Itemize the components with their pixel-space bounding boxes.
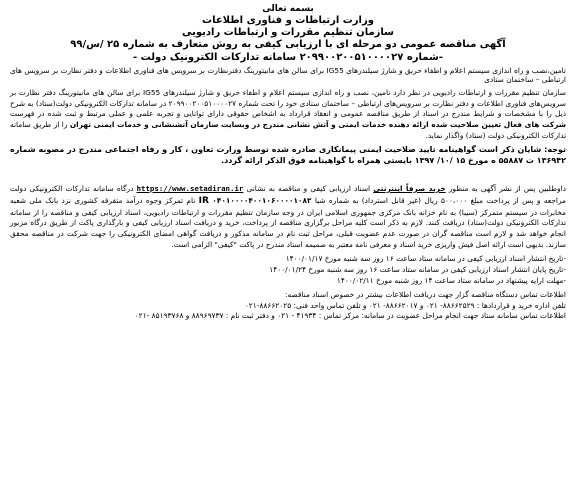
sheba-ir-code: IR	[198, 195, 209, 206]
organization-name: سازمان تنظیم مقررات و ارتباطات رادیویی	[181, 27, 394, 39]
body-paragraph-2	[10, 184, 566, 251]
setadiran-link[interactable]: https://www.setadiran.ir	[136, 183, 244, 193]
tender-subject: تامین،نصب و راه اندازی سیستم اعلام و اطفاء حریق و شارژ سیلندرهای IG55 برای سالن های مانیتورینگ دفترنظارت بر سرویس های فناوری اطلاعات و دفتر نظارت بر سرویس های ارتباطی – ساختمان ستادی	[10, 65, 566, 85]
attention-note: توجه: شایان ذکر است گواهینامه تایید صلاحیت ایمنی پیمانکاری صادره شده توسط وزارت تعاون ، کار و رفاه اجتماعی مندرج در مصوبه شماره ۱۳۶۹۴۲ ت ۵۵۸۸۷ ه مورخ ۱۵ /۱۰/ ۱۳۹۷ بایستی همراه با گواهینامه فوق الذکر ارائه گردد.	[10, 144, 566, 166]
paragraph-1-bold: شرکت های فعال تعیین صلاحیت شده ارائه دهنده خدمات ایمنی و آتش نشانی مندرج در وبسایت سازمان آتشنشانی و خدمات ایمنی تهران	[69, 120, 566, 130]
date-item-deadline: -مهلت ارایه پیشنهاد در سامانه ستاد ساعت ۱۴ روز شنبه مورخ ۱۴۰۰/۰۲/۱۱	[336, 275, 566, 285]
contact-info	[10, 290, 566, 322]
paragraph-2-start: داوطلبین پس از نشر آگهی به منظور	[448, 183, 566, 193]
dates-list	[10, 253, 566, 286]
buy-online-text: خرید صرفاً اینترنتی	[373, 183, 446, 193]
document-header	[10, 4, 566, 64]
paragraph-2-after-url: درگاه سامانه تدارکات الکترونیکی دولت مراجعه و پس از پرداخت مبلغ ۵۰۰،۰۰۰ ریال (غیر قابل استرداد) به شماره شبا	[10, 183, 567, 205]
bismillah: بسمه تعالی	[262, 4, 314, 14]
contact-heading: اطلاعات تماس دستگاه مناقصه گزار جهت دریافت اطلاعات بیشتر در خصوص اسناد مناقصه:	[284, 289, 566, 299]
tender-number-line: -شماره ۲۰۹۹۰۰۲۰۰۵۱۰۰۰۰۲۷ سامانه تدارکات الکترونیک دولت -	[133, 51, 443, 63]
ministry-name: وزارت ارتباطات و فناوری اطلاعات	[202, 14, 374, 26]
paragraph-2-mid: اسناد ارزیابی کیفی و مناقصه به نشانی	[246, 183, 371, 193]
date-item-publish: -تاریخ انتشار اسناد ارزیابی کیفی در سامانه ستاد ساعت ۱۶ روز سه شنبه مورخ ۱۴۰۰/۰۱/۱۷	[285, 253, 566, 263]
paragraph-1-text: سازمان تنظیم مقررات و ارتباطات رادیویی در نظر دارد تامین، نصب و راه اندازی سیستم اعلام و اطفاء حریق و شارژ سیلندرهای IG55 برای سالن های مانیتورینگ دفتر نظارت بر سرویس‌های فناوری اطلاعات و دفتر نظارت بر سرویس‌های ارتباطی – ساختمان ستادی خود را تحت شماره ۲۰۹۹۰۰۲۰۰۵۱۰۰۰۰۲۷ در سامانه تدارکات الکترونیکی دولت(ستاد) به شرح ذیل را با مشخصات و شرایط مندرج در اسناد از طریق مناقصه عمومی و انعقاد قرارداد به اشخاص حقوقی دارای توانایی و تجربه علمی و عملی مرتبط و ثبت شده در فهرست	[10, 87, 566, 119]
sheba-number: ۰۴۰۱۰۰۰۰۴۰۰۱۰۶۰۰۰۰۱۰۸۲	[212, 195, 312, 205]
setad-contact: اطلاعات تماس سامانه ستاد جهت انجام مراحل عضویت در سامانه: مرکز تماس : ۴۱۹۳۴ - ۰۲۱ و دفتر ثبت نام : ۸۸۹۶۹۷۳۷ و ۸۵۱۹۳۷۶۸ -۰۲۱	[134, 311, 566, 321]
contact-phones: تلفن اداره خرید و قراردادها : ۸۸۶۶۲۵۲۹- ۰۲۱ و ۸۸۶۶۲۰۱۷- ۰۲۱ و تلفن تماس واحد فنی: ۸۸۶۶۲۰۲۵-۰۲۱	[244, 300, 566, 310]
body-paragraph-1	[10, 88, 566, 142]
date-item-end: -تاریخ پایان انتشار اسناد ارزیابی کیفی در سامانه ستاد ساعت ۱۶ روز سه شنبه مورخ ۱۴۰۰/۰۱/۲۴	[269, 264, 566, 274]
tender-title: آگهی مناقصه عمومی دو مرحله ای با ارزیابی کیفی به روش متعارف به شماره ۲۵ /س/۹۹	[70, 39, 506, 51]
paragraph-1-tail: را از طریق سامانه تدارکات الکترونیکی دولت (ستاد) واگذار نماید.	[10, 120, 566, 140]
paragraph-2-rest: نام تمرکز وجوه درآمد متفرقه کشوری نزد بانک ملی شعبه مخابرات در سیستم متمرکز (سیبا) به نام خزانه بانک مرکزی جمهوری اسلامی ایران در وجه سازمان تنظیم مقررات و ارتباطات رادیویی، اسناد ارزیابی کیفی و مناقصه را از سامانه تدارکات الکترونیکی دولت(ستاد) دریافت کنند. لازم به ذکر است کلیه مراحل برگزاری مناقصه از پرداخت، خرید و دریافت اسناد ارزیابی کیفی و بارگذاری پاکت از طریق درگاه مزبور انجام خواهد شد و لازم است مناقصه گران در صورت عدم عضویت قبلی، مراحل ثبت نام در سامانه مذکور و دریافت گواهی امضای الکترونیکی را جهت شرکت در مناقصه محقق سازند. بدیهی است ارائه اصل فیش واریزی خرید اسناد و معرفی نامه معتبر به صمیمه اسناد مندرج در پاکت "کیفی" الزامی است.	[10, 195, 566, 249]
